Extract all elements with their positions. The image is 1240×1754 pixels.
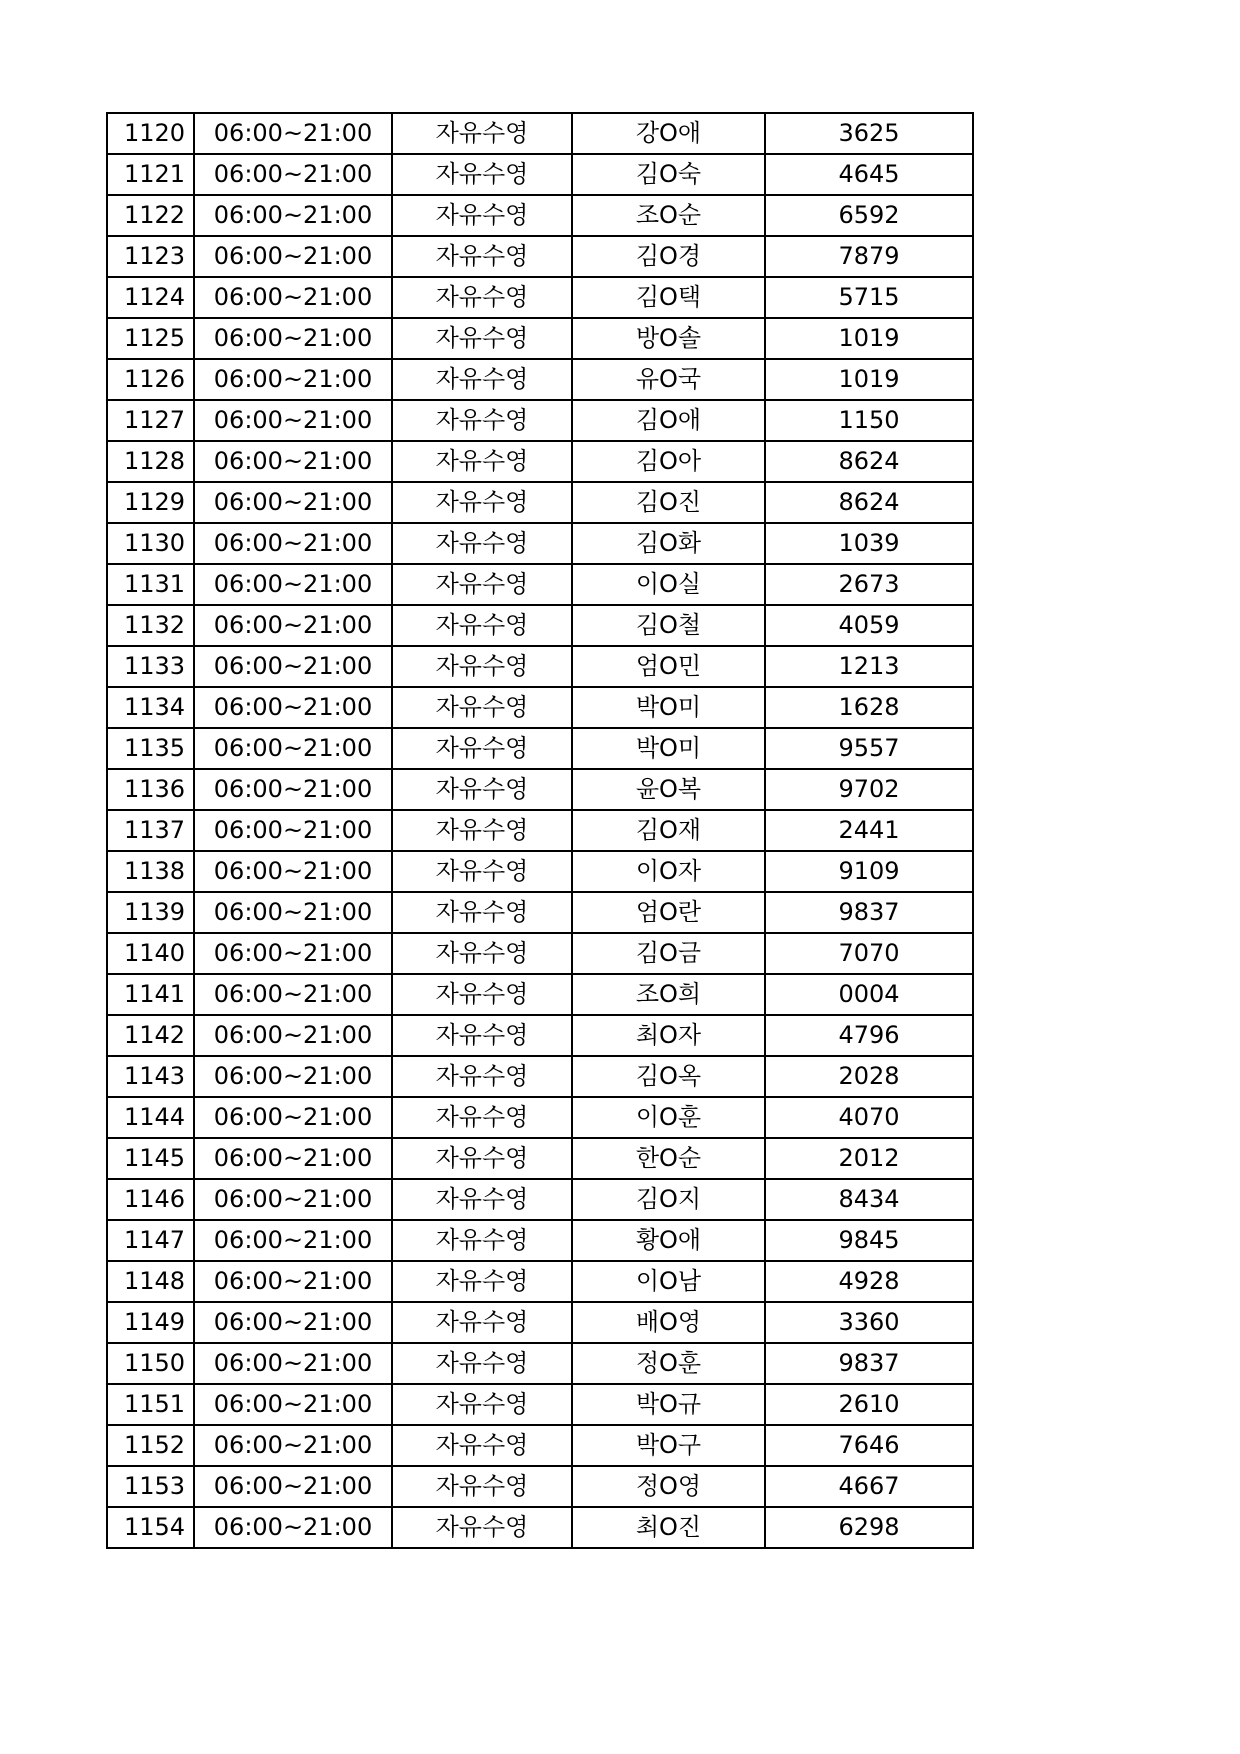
- cell-code: 4796: [765, 1015, 973, 1056]
- cell-time: 06:00~21:00: [194, 564, 392, 605]
- table-row: [107, 359, 973, 400]
- cell-name: 박O구: [572, 1425, 765, 1466]
- cell-code: 7070: [765, 933, 973, 974]
- cell-name: 김O옥: [572, 1056, 765, 1097]
- cell-code: 8624: [765, 441, 973, 482]
- cell-name: 김O아: [572, 441, 765, 482]
- cell-time: 06:00~21:00: [194, 113, 392, 154]
- cell-name: 황O애: [572, 1220, 765, 1261]
- table-row: [107, 728, 973, 769]
- cell-code: 1150: [765, 400, 973, 441]
- cell-number: 1123: [107, 236, 194, 277]
- cell-name: 정O영: [572, 1466, 765, 1507]
- table-row: [107, 1220, 973, 1261]
- cell-code: 6592: [765, 195, 973, 236]
- cell-time: 06:00~21:00: [194, 277, 392, 318]
- cell-name: 김O숙: [572, 154, 765, 195]
- cell-time: 06:00~21:00: [194, 1507, 392, 1548]
- cell-time: 06:00~21:00: [194, 769, 392, 810]
- table-row: [107, 1384, 973, 1425]
- cell-time: 06:00~21:00: [194, 523, 392, 564]
- cell-number: 1133: [107, 646, 194, 687]
- cell-number: 1138: [107, 851, 194, 892]
- cell-code: 1019: [765, 359, 973, 400]
- cell-code: 7879: [765, 236, 973, 277]
- cell-number: 1120: [107, 113, 194, 154]
- cell-code: 9109: [765, 851, 973, 892]
- table-row: [107, 1179, 973, 1220]
- cell-number: 1126: [107, 359, 194, 400]
- table-row: [107, 441, 973, 482]
- cell-time: 06:00~21:00: [194, 810, 392, 851]
- cell-code: 3625: [765, 113, 973, 154]
- cell-code: 8434: [765, 1179, 973, 1220]
- table-row: [107, 1343, 973, 1384]
- cell-name: 한O순: [572, 1138, 765, 1179]
- cell-time: 06:00~21:00: [194, 1425, 392, 1466]
- cell-code: 9837: [765, 892, 973, 933]
- table-row: [107, 605, 973, 646]
- cell-name: 최O진: [572, 1507, 765, 1548]
- table-row: [107, 687, 973, 728]
- cell-program: 자유수영: [392, 605, 572, 646]
- table-row: [107, 400, 973, 441]
- table-row: [107, 1261, 973, 1302]
- cell-time: 06:00~21:00: [194, 236, 392, 277]
- cell-time: 06:00~21:00: [194, 1466, 392, 1507]
- cell-name: 최O자: [572, 1015, 765, 1056]
- cell-number: 1127: [107, 400, 194, 441]
- cell-program: 자유수영: [392, 400, 572, 441]
- table-row: [107, 523, 973, 564]
- table-row: [107, 1015, 973, 1056]
- cell-program: 자유수영: [392, 646, 572, 687]
- registration-table: [106, 112, 974, 1549]
- cell-program: 자유수영: [392, 1507, 572, 1548]
- table-row: [107, 1466, 973, 1507]
- table-row: [107, 1425, 973, 1466]
- cell-time: 06:00~21:00: [194, 482, 392, 523]
- cell-time: 06:00~21:00: [194, 1015, 392, 1056]
- cell-code: 9702: [765, 769, 973, 810]
- cell-name: 이O남: [572, 1261, 765, 1302]
- cell-name: 정O훈: [572, 1343, 765, 1384]
- cell-program: 자유수영: [392, 154, 572, 195]
- cell-name: 이O훈: [572, 1097, 765, 1138]
- cell-number: 1142: [107, 1015, 194, 1056]
- cell-program: 자유수영: [392, 1138, 572, 1179]
- cell-program: 자유수영: [392, 1015, 572, 1056]
- cell-program: 자유수영: [392, 482, 572, 523]
- cell-program: 자유수영: [392, 195, 572, 236]
- cell-code: 0004: [765, 974, 973, 1015]
- cell-code: 2028: [765, 1056, 973, 1097]
- cell-code: 1019: [765, 318, 973, 359]
- cell-number: 1122: [107, 195, 194, 236]
- cell-code: 7646: [765, 1425, 973, 1466]
- cell-number: 1145: [107, 1138, 194, 1179]
- cell-name: 강O애: [572, 113, 765, 154]
- cell-program: 자유수영: [392, 1302, 572, 1343]
- cell-code: 2610: [765, 1384, 973, 1425]
- cell-number: 1134: [107, 687, 194, 728]
- table-row: [107, 236, 973, 277]
- cell-name: 김O진: [572, 482, 765, 523]
- table-row: [107, 1056, 973, 1097]
- cell-name: 김O애: [572, 400, 765, 441]
- cell-time: 06:00~21:00: [194, 646, 392, 687]
- cell-name: 방O솔: [572, 318, 765, 359]
- cell-program: 자유수영: [392, 933, 572, 974]
- cell-program: 자유수영: [392, 974, 572, 1015]
- cell-time: 06:00~21:00: [194, 1343, 392, 1384]
- cell-name: 엄O민: [572, 646, 765, 687]
- cell-time: 06:00~21:00: [194, 1384, 392, 1425]
- cell-code: 9557: [765, 728, 973, 769]
- cell-name: 김O철: [572, 605, 765, 646]
- cell-number: 1148: [107, 1261, 194, 1302]
- cell-number: 1131: [107, 564, 194, 605]
- cell-program: 자유수영: [392, 769, 572, 810]
- cell-number: 1141: [107, 974, 194, 1015]
- cell-number: 1146: [107, 1179, 194, 1220]
- cell-program: 자유수영: [392, 236, 572, 277]
- cell-name: 김O경: [572, 236, 765, 277]
- cell-code: 6298: [765, 1507, 973, 1548]
- cell-program: 자유수영: [392, 728, 572, 769]
- cell-time: 06:00~21:00: [194, 441, 392, 482]
- cell-number: 1151: [107, 1384, 194, 1425]
- table-row: [107, 892, 973, 933]
- cell-name: 이O실: [572, 564, 765, 605]
- cell-name: 윤O복: [572, 769, 765, 810]
- table-row: [107, 646, 973, 687]
- cell-name: 조O순: [572, 195, 765, 236]
- cell-time: 06:00~21:00: [194, 974, 392, 1015]
- cell-name: 김O금: [572, 933, 765, 974]
- cell-code: 4059: [765, 605, 973, 646]
- cell-code: 4070: [765, 1097, 973, 1138]
- cell-code: 5715: [765, 277, 973, 318]
- cell-time: 06:00~21:00: [194, 933, 392, 974]
- cell-code: 9837: [765, 1343, 973, 1384]
- cell-name: 김O화: [572, 523, 765, 564]
- cell-program: 자유수영: [392, 564, 572, 605]
- cell-time: 06:00~21:00: [194, 359, 392, 400]
- cell-code: 1039: [765, 523, 973, 564]
- table-row: [107, 810, 973, 851]
- cell-program: 자유수영: [392, 1097, 572, 1138]
- cell-program: 자유수영: [392, 441, 572, 482]
- table-row: [107, 933, 973, 974]
- cell-code: 4645: [765, 154, 973, 195]
- table-row: [107, 1097, 973, 1138]
- cell-time: 06:00~21:00: [194, 728, 392, 769]
- cell-time: 06:00~21:00: [194, 851, 392, 892]
- cell-number: 1130: [107, 523, 194, 564]
- cell-number: 1135: [107, 728, 194, 769]
- cell-number: 1153: [107, 1466, 194, 1507]
- cell-time: 06:00~21:00: [194, 605, 392, 646]
- cell-program: 자유수영: [392, 687, 572, 728]
- cell-program: 자유수영: [392, 113, 572, 154]
- table-row: [107, 113, 973, 154]
- cell-number: 1154: [107, 1507, 194, 1548]
- cell-program: 자유수영: [392, 1466, 572, 1507]
- cell-name: 이O자: [572, 851, 765, 892]
- cell-name: 배O영: [572, 1302, 765, 1343]
- cell-time: 06:00~21:00: [194, 400, 392, 441]
- cell-program: 자유수영: [392, 1343, 572, 1384]
- cell-time: 06:00~21:00: [194, 1138, 392, 1179]
- cell-number: 1121: [107, 154, 194, 195]
- cell-code: 1628: [765, 687, 973, 728]
- table-row: [107, 195, 973, 236]
- cell-time: 06:00~21:00: [194, 1056, 392, 1097]
- cell-code: 2673: [765, 564, 973, 605]
- table-row: [107, 851, 973, 892]
- cell-number: 1136: [107, 769, 194, 810]
- cell-name: 김O지: [572, 1179, 765, 1220]
- table-row: [107, 154, 973, 195]
- cell-number: 1128: [107, 441, 194, 482]
- table-row: [107, 277, 973, 318]
- cell-program: 자유수영: [392, 1425, 572, 1466]
- cell-time: 06:00~21:00: [194, 154, 392, 195]
- table-body: [107, 113, 973, 1548]
- cell-program: 자유수영: [392, 318, 572, 359]
- cell-program: 자유수영: [392, 277, 572, 318]
- cell-name: 박O미: [572, 687, 765, 728]
- table-row: [107, 769, 973, 810]
- cell-code: 1213: [765, 646, 973, 687]
- cell-code: 2441: [765, 810, 973, 851]
- cell-name: 조O희: [572, 974, 765, 1015]
- cell-time: 06:00~21:00: [194, 1179, 392, 1220]
- cell-program: 자유수영: [392, 1220, 572, 1261]
- cell-program: 자유수영: [392, 851, 572, 892]
- cell-program: 자유수영: [392, 1056, 572, 1097]
- cell-number: 1124: [107, 277, 194, 318]
- cell-code: 9845: [765, 1220, 973, 1261]
- cell-number: 1137: [107, 810, 194, 851]
- cell-program: 자유수영: [392, 1179, 572, 1220]
- cell-number: 1129: [107, 482, 194, 523]
- cell-name: 김O택: [572, 277, 765, 318]
- cell-code: 3360: [765, 1302, 973, 1343]
- cell-time: 06:00~21:00: [194, 687, 392, 728]
- cell-program: 자유수영: [392, 810, 572, 851]
- cell-program: 자유수영: [392, 359, 572, 400]
- cell-code: 4667: [765, 1466, 973, 1507]
- cell-name: 김O재: [572, 810, 765, 851]
- cell-code: 4928: [765, 1261, 973, 1302]
- table-row: [107, 1138, 973, 1179]
- cell-number: 1152: [107, 1425, 194, 1466]
- cell-number: 1143: [107, 1056, 194, 1097]
- cell-program: 자유수영: [392, 523, 572, 564]
- cell-time: 06:00~21:00: [194, 892, 392, 933]
- cell-program: 자유수영: [392, 892, 572, 933]
- cell-number: 1147: [107, 1220, 194, 1261]
- cell-number: 1144: [107, 1097, 194, 1138]
- cell-code: 2012: [765, 1138, 973, 1179]
- cell-number: 1140: [107, 933, 194, 974]
- cell-time: 06:00~21:00: [194, 195, 392, 236]
- table-row: [107, 564, 973, 605]
- cell-time: 06:00~21:00: [194, 1261, 392, 1302]
- cell-number: 1150: [107, 1343, 194, 1384]
- table-row: [107, 974, 973, 1015]
- cell-name: 박O규: [572, 1384, 765, 1425]
- cell-name: 유O국: [572, 359, 765, 400]
- cell-name: 엄O란: [572, 892, 765, 933]
- cell-number: 1132: [107, 605, 194, 646]
- cell-time: 06:00~21:00: [194, 1097, 392, 1138]
- cell-time: 06:00~21:00: [194, 1302, 392, 1343]
- table-row: [107, 1302, 973, 1343]
- cell-name: 박O미: [572, 728, 765, 769]
- cell-time: 06:00~21:00: [194, 318, 392, 359]
- cell-number: 1139: [107, 892, 194, 933]
- cell-time: 06:00~21:00: [194, 1220, 392, 1261]
- table-row: [107, 482, 973, 523]
- cell-number: 1125: [107, 318, 194, 359]
- cell-program: 자유수영: [392, 1384, 572, 1425]
- table-row: [107, 318, 973, 359]
- cell-code: 8624: [765, 482, 973, 523]
- cell-program: 자유수영: [392, 1261, 572, 1302]
- table-row: [107, 1507, 973, 1548]
- cell-number: 1149: [107, 1302, 194, 1343]
